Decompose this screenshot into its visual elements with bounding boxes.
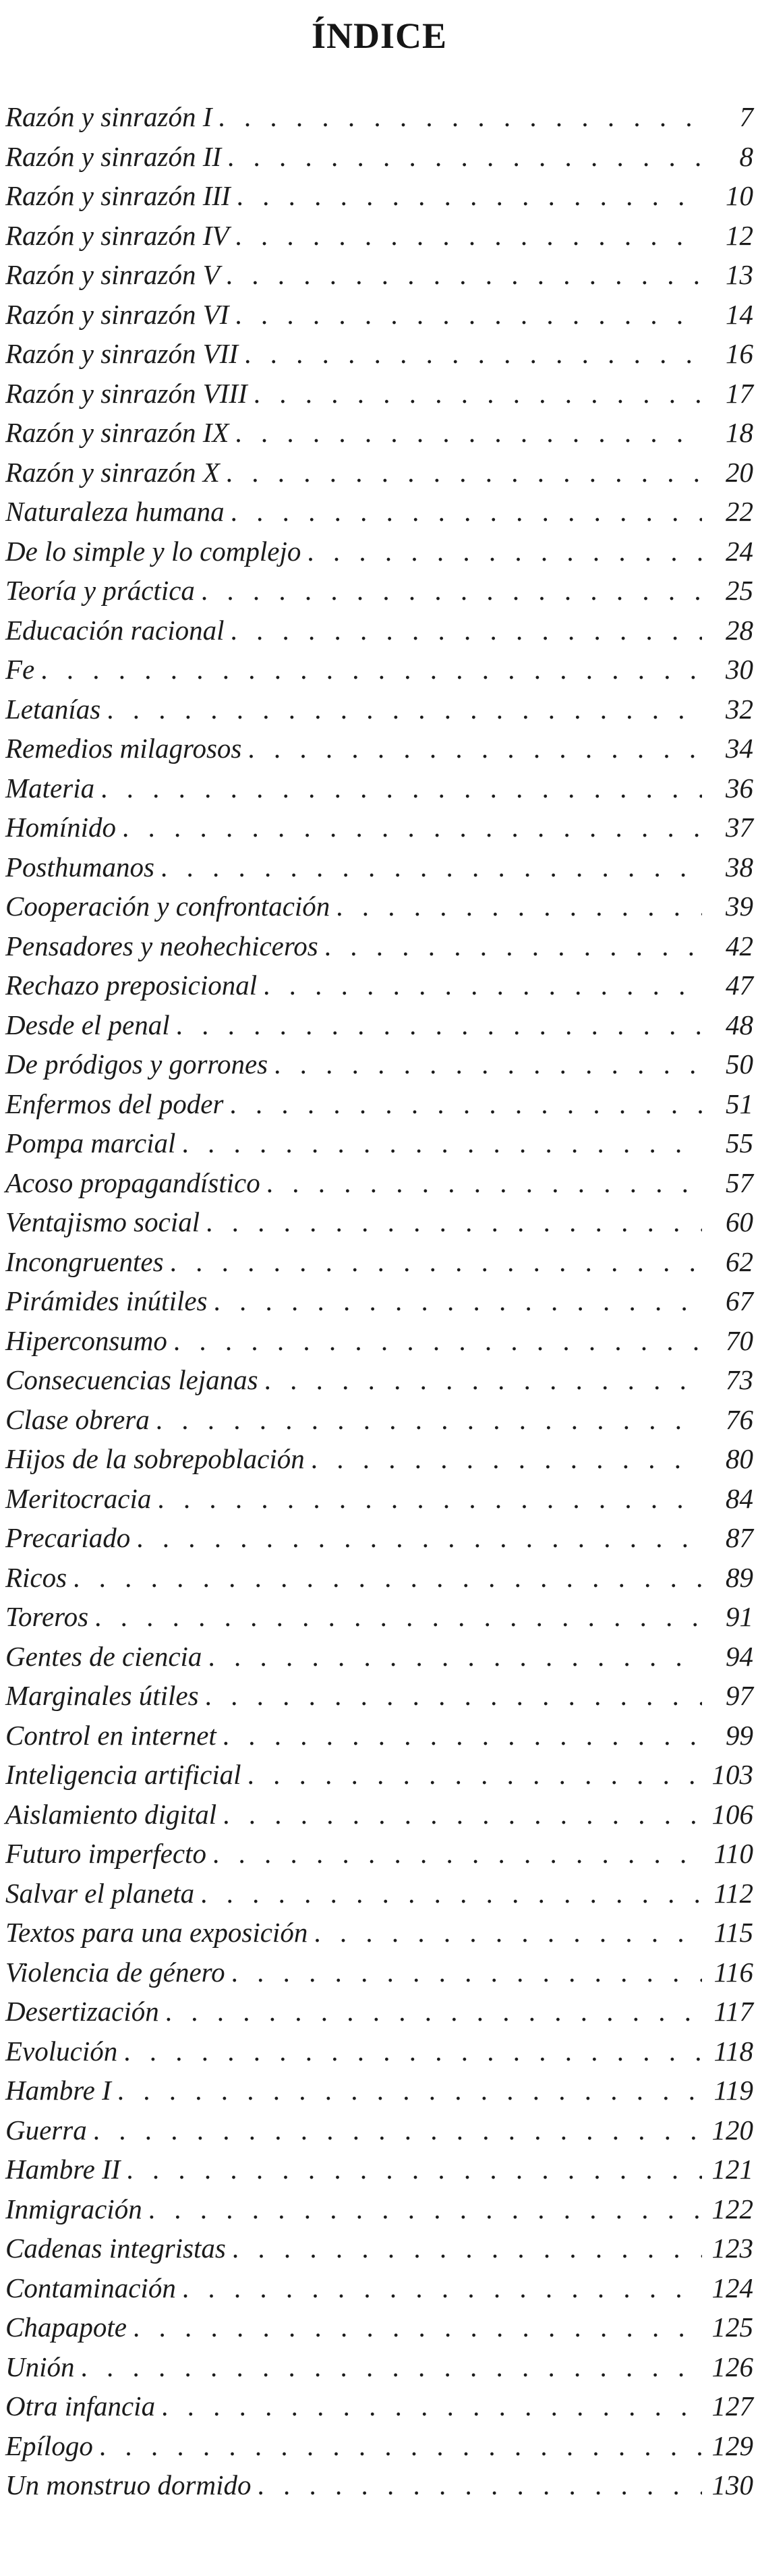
dot-leader: [218, 97, 702, 137]
dot-leader: [183, 2268, 702, 2308]
toc-entry-label: Razón y sinrazón II: [5, 140, 222, 172]
toc-entry-label: Rechazo preposicional: [5, 970, 258, 1001]
toc-entry-label: Contaminación: [5, 2272, 176, 2303]
toc-entry-label: Consecuencias lejanas: [5, 1364, 258, 1395]
dot-leader: [308, 532, 702, 571]
dot-leader: [134, 2307, 702, 2347]
toc-entry-label: Epílogo: [5, 2430, 93, 2461]
toc-entry: [5, 2386, 753, 2426]
toc-entry-label: Razón y sinrazón X: [5, 456, 220, 488]
toc-entry: [5, 2071, 753, 2110]
toc-entry: [5, 176, 753, 216]
toc-entry: [5, 1834, 753, 1874]
toc-entry: [5, 2307, 753, 2347]
toc-entry-page: 48: [726, 1009, 753, 1040]
toc-entry: [5, 887, 753, 926]
toc-entry-page: 25: [726, 575, 753, 606]
dot-leader: [100, 2426, 702, 2466]
toc-entry: [5, 413, 753, 453]
toc-entry-page: 115: [713, 1917, 753, 1948]
toc-entry: [5, 1321, 753, 1361]
toc-entry-label: Razón y sinrazón I: [5, 101, 212, 132]
dot-leader: [123, 808, 702, 847]
toc-entry: [5, 216, 753, 256]
toc-list: [5, 97, 753, 2505]
toc-entry-label: Desde el penal: [5, 1009, 170, 1040]
toc-entry-label: Aislamiento digital: [5, 1798, 217, 1830]
toc-entry-page: 103: [711, 1759, 753, 1790]
toc-entry-label: Educación racional: [5, 614, 225, 646]
dot-leader: [101, 768, 702, 808]
dot-leader: [235, 413, 702, 453]
toc-entry-page: 124: [711, 2272, 753, 2303]
toc-entry: [5, 2189, 753, 2229]
toc-entry-page: 119: [713, 2075, 753, 2106]
toc-entry: [5, 1953, 753, 1992]
toc-entry-page: 123: [711, 2233, 753, 2264]
dot-leader: [177, 1005, 702, 1045]
toc-entry-label: Ventajismo social: [5, 1206, 200, 1237]
toc-entry: [5, 97, 753, 137]
toc-entry-page: 73: [726, 1364, 753, 1395]
toc-entry-label: Otra infancia: [5, 2390, 156, 2421]
dot-leader: [94, 2110, 702, 2150]
dot-leader: [248, 1755, 702, 1795]
dot-leader: [231, 611, 702, 650]
toc-entry: [5, 1755, 753, 1795]
toc-entry-page: 97: [726, 1680, 753, 1711]
toc-entry: [5, 295, 753, 335]
toc-entry-page: 62: [726, 1245, 753, 1277]
dot-leader: [233, 2229, 702, 2268]
toc-entry: [5, 1281, 753, 1321]
toc-entry-page: 7: [739, 101, 753, 132]
toc-entry-label: Letanías: [5, 693, 101, 725]
toc-entry-label: Razón y sinrazón VIII: [5, 377, 247, 409]
dot-leader: [124, 2032, 702, 2071]
dot-leader: [74, 1558, 702, 1598]
toc-entry: [5, 1044, 753, 1084]
toc-entry-page: 76: [726, 1403, 753, 1435]
toc-entry-page: 30: [726, 654, 753, 685]
toc-entry-page: 121: [711, 2154, 753, 2185]
toc-entry: [5, 650, 753, 690]
toc-entry-label: Pensadores y neohechiceros: [5, 930, 318, 961]
dot-leader: [267, 1163, 702, 1203]
toc-entry-page: 120: [711, 2114, 753, 2146]
toc-entry: [5, 1874, 753, 1913]
toc-entry-page: 39: [726, 891, 753, 922]
toc-entry-label: De pródigos y gorrones: [5, 1048, 268, 1080]
toc-entry-label: Hiperconsumo: [5, 1324, 167, 1356]
toc-entry-page: 99: [726, 1719, 753, 1751]
toc-entry-page: 125: [711, 2312, 753, 2343]
dot-leader: [248, 729, 702, 768]
toc-entry-label: Textos para una exposición: [5, 1917, 308, 1948]
dot-leader: [228, 137, 702, 177]
toc-entry: [5, 847, 753, 887]
toc-entry-label: Razón y sinrazón VII: [5, 338, 239, 369]
toc-entry-page: 126: [711, 2351, 753, 2382]
toc-entry-page: 60: [726, 1206, 753, 1237]
toc-entry-label: Pompa marcial: [5, 1127, 176, 1158]
toc-entry-label: Ricos: [5, 1561, 67, 1593]
toc-entry-label: Hijos de la sobrepoblación: [5, 1443, 305, 1474]
toc-entry-page: 127: [711, 2390, 753, 2421]
toc-entry-label: Desertización: [5, 1996, 159, 2027]
toc-entry: [5, 611, 753, 650]
toc-entry: [5, 1479, 753, 1519]
dot-leader: [127, 2150, 702, 2189]
toc-entry-label: Inmigración: [5, 2193, 142, 2224]
toc-entry: [5, 334, 753, 374]
toc-entry: [5, 1123, 753, 1163]
toc-entry-label: Fe: [5, 654, 35, 685]
toc-entry: [5, 1202, 753, 1242]
toc-entry-page: 57: [726, 1167, 753, 1198]
toc-entry-label: Enfermos del poder: [5, 1088, 224, 1119]
toc-entry: [5, 2426, 753, 2466]
toc-entry: [5, 137, 753, 177]
toc-entry: [5, 1005, 753, 1045]
toc-entry-label: Hambre I: [5, 2075, 111, 2106]
dot-leader: [149, 2189, 702, 2229]
toc-entry-page: 24: [726, 535, 753, 567]
toc-entry-label: Precariado: [5, 1522, 131, 1553]
toc-entry: [5, 965, 753, 1005]
toc-entry-label: Acoso propagandístico: [5, 1167, 260, 1198]
dot-leader: [230, 1084, 702, 1124]
toc-entry: [5, 729, 753, 768]
dot-leader: [231, 492, 702, 532]
toc-entry-label: Clase obrera: [5, 1403, 150, 1435]
toc-entry-label: Incongruentes: [5, 1245, 164, 1277]
toc-entry-page: 130: [711, 2469, 753, 2500]
toc-entry: [5, 1795, 753, 1835]
toc-entry-label: Homínido: [5, 812, 116, 843]
toc-entry-label: Razón y sinrazón IX: [5, 417, 229, 448]
dot-leader: [227, 453, 702, 493]
dot-leader: [206, 1676, 702, 1716]
dot-leader: [254, 374, 702, 414]
toc-entry-page: 91: [726, 1601, 753, 1632]
dot-leader: [206, 1202, 702, 1242]
toc-entry: [5, 2150, 753, 2189]
toc-entry-page: 106: [711, 1798, 753, 1830]
toc-entry-label: Razón y sinrazón IV: [5, 219, 229, 251]
toc-entry-page: 47: [726, 970, 753, 1001]
dot-leader: [171, 1242, 702, 1282]
toc-entry-page: 42: [726, 930, 753, 961]
dot-leader: [95, 1597, 702, 1637]
dot-leader: [258, 2465, 702, 2505]
toc-entry-label: Toreros: [5, 1601, 89, 1632]
dot-leader: [264, 965, 702, 1005]
dot-leader: [158, 1479, 702, 1519]
toc-entry-page: 37: [726, 812, 753, 843]
toc-entry: [5, 1242, 753, 1282]
toc-entry-page: 89: [726, 1561, 753, 1593]
toc-entry-label: Teoría y práctica: [5, 575, 195, 606]
dot-leader: [232, 1953, 702, 1992]
dot-leader: [201, 1874, 702, 1913]
toc-entry: [5, 1716, 753, 1756]
toc-entry-page: 80: [726, 1443, 753, 1474]
dot-leader: [162, 2386, 702, 2426]
toc-entry-label: Razón y sinrazón III: [5, 180, 231, 211]
toc-entry-label: Hambre II: [5, 2154, 121, 2185]
toc-entry-page: 110: [713, 1838, 753, 1869]
dot-leader: [182, 1123, 702, 1163]
dot-leader: [312, 1439, 702, 1479]
toc-entry: [5, 1558, 753, 1598]
toc-entry: [5, 2347, 753, 2387]
toc-entry-page: 36: [726, 772, 753, 804]
toc-entry-page: 34: [726, 733, 753, 764]
toc-entry-label: Unión: [5, 2351, 75, 2382]
toc-entry: [5, 2032, 753, 2071]
toc-entry-label: Evolución: [5, 2035, 118, 2067]
toc-entry-page: 13: [726, 259, 753, 290]
toc-entry-label: Cadenas integristas: [5, 2233, 226, 2264]
dot-leader: [213, 1834, 702, 1874]
dot-leader: [274, 1044, 702, 1084]
toc-entry: [5, 2110, 753, 2150]
toc-entry-page: 122: [711, 2193, 753, 2224]
toc-entry-page: 94: [726, 1640, 753, 1672]
toc-entry-page: 38: [726, 851, 753, 883]
toc-entry-label: Inteligencia artificial: [5, 1759, 241, 1790]
toc-entry-page: 84: [726, 1482, 753, 1514]
toc-entry-label: Materia: [5, 772, 95, 804]
dot-leader: [166, 1992, 702, 2032]
toc-entry-page: 117: [713, 1996, 753, 2027]
dot-leader: [237, 176, 702, 216]
toc-entry: [5, 1163, 753, 1203]
toc-entry: [5, 1992, 753, 2032]
dot-leader: [227, 255, 702, 295]
dot-leader: [41, 650, 702, 690]
toc-entry-page: 16: [726, 338, 753, 369]
toc-entry-page: 129: [711, 2430, 753, 2461]
toc-entry: [5, 374, 753, 414]
toc-entry: [5, 1439, 753, 1479]
dot-leader: [107, 690, 702, 729]
toc-entry: [5, 690, 753, 729]
toc-entry-page: 32: [726, 693, 753, 725]
dot-leader: [82, 2347, 703, 2387]
toc-entry: [5, 492, 753, 532]
dot-leader: [235, 295, 702, 335]
dot-leader: [245, 334, 702, 374]
toc-entry-page: 87: [726, 1522, 753, 1553]
toc-entry-label: Guerra: [5, 2114, 87, 2146]
dot-leader: [235, 216, 702, 256]
dot-leader: [265, 1360, 702, 1400]
toc-entry-page: 17: [726, 377, 753, 409]
page-title: ÍNDICE: [311, 16, 448, 56]
toc-entry-label: De lo simple y lo complejo: [5, 535, 301, 567]
toc-entry-label: Chapapote: [5, 2312, 127, 2343]
toc-entry: [5, 453, 753, 493]
toc-entry: [5, 532, 753, 571]
dot-leader: [208, 1637, 702, 1677]
toc-entry-label: Marginales útiles: [5, 1680, 199, 1711]
toc-entry-page: 12: [726, 219, 753, 251]
toc-entry-label: Salvar el planeta: [5, 1877, 195, 1909]
toc-entry-page: 20: [726, 456, 753, 488]
dot-leader: [118, 2071, 702, 2110]
toc-entry-label: Razón y sinrazón VI: [5, 298, 229, 330]
toc-entry-page: 50: [726, 1048, 753, 1080]
toc-entry: [5, 1676, 753, 1716]
toc-entry-page: 55: [726, 1127, 753, 1158]
toc-entry-label: Razón y sinrazón V: [5, 259, 220, 290]
toc-entry: [5, 255, 753, 295]
toc-entry-page: 116: [713, 1956, 753, 1988]
dot-leader: [314, 1913, 702, 1953]
toc-entry-page: 112: [713, 1877, 753, 1909]
toc-entry-page: 118: [713, 2035, 753, 2067]
toc-entry-page: 67: [726, 1285, 753, 1316]
dot-leader: [156, 1400, 702, 1440]
toc-entry: [5, 571, 753, 611]
dot-leader: [202, 571, 702, 611]
toc-entry: [5, 2465, 753, 2505]
toc-entry-page: 18: [726, 417, 753, 448]
toc-entry-page: 8: [739, 140, 753, 172]
dot-leader: [223, 1795, 702, 1835]
toc-entry-label: Futuro imperfecto: [5, 1838, 206, 1869]
dot-leader: [214, 1281, 702, 1321]
toc-entry: [5, 1360, 753, 1400]
toc-entry: [5, 1597, 753, 1637]
toc-entry: [5, 1637, 753, 1677]
toc-entry-page: 70: [726, 1324, 753, 1356]
toc-entry-page: 22: [726, 496, 753, 527]
toc-entry-page: 51: [726, 1088, 753, 1119]
toc-entry-label: Control en internet: [5, 1719, 216, 1751]
toc-entry: [5, 2229, 753, 2268]
dot-leader: [161, 847, 702, 887]
toc-entry-label: Posthumanos: [5, 851, 154, 883]
toc-entry-label: Gentes de ciencia: [5, 1640, 202, 1672]
toc-entry-page: 10: [726, 180, 753, 211]
toc-entry-label: Pirámides inútiles: [5, 1285, 208, 1316]
toc-entry-label: Remedios milagrosos: [5, 733, 242, 764]
toc-entry-page: 14: [726, 298, 753, 330]
toc-entry: [5, 1084, 753, 1124]
toc-entry-label: Violencia de género: [5, 1956, 225, 1988]
dot-leader: [174, 1321, 702, 1361]
dot-leader: [325, 926, 702, 966]
dot-leader: [337, 887, 702, 926]
dot-leader: [137, 1518, 702, 1558]
toc-entry-label: Cooperación y confrontación: [5, 891, 330, 922]
toc-entry: [5, 1518, 753, 1558]
toc-entry-label: Meritocracia: [5, 1482, 152, 1514]
toc-entry: [5, 808, 753, 847]
toc-entry: [5, 768, 753, 808]
toc-entry-page: 28: [726, 614, 753, 646]
toc-entry: [5, 926, 753, 966]
toc-entry: [5, 2268, 753, 2308]
toc-entry: [5, 1400, 753, 1440]
toc-entry-label: Un monstruo dormido: [5, 2469, 252, 2500]
dot-leader: [223, 1716, 702, 1756]
toc-entry-label: Naturaleza humana: [5, 496, 225, 527]
toc-entry: [5, 1913, 753, 1953]
